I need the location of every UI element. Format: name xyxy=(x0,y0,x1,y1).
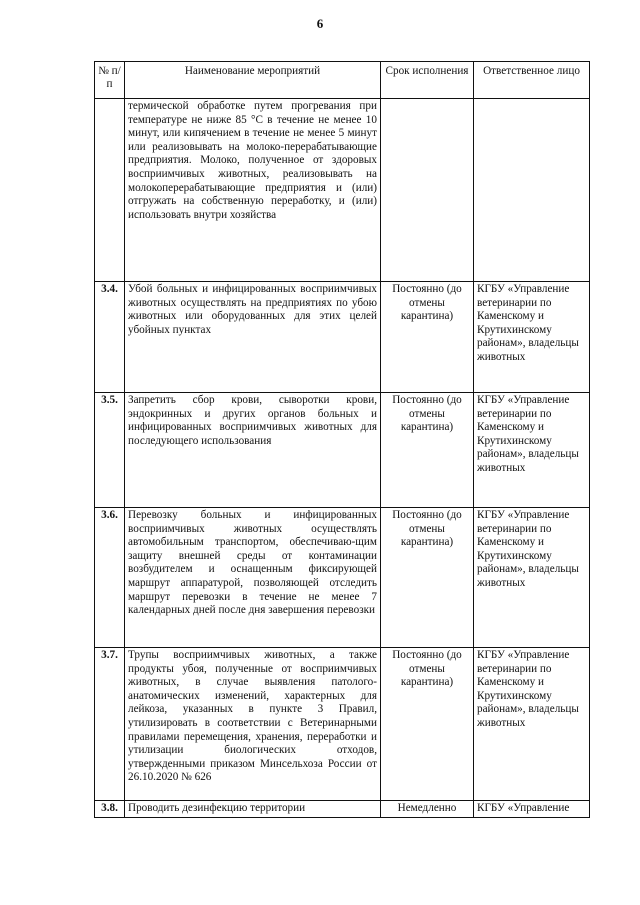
row-term: Постоянно (до отмены карантина) xyxy=(381,282,474,393)
row-num xyxy=(95,99,125,282)
row-resp xyxy=(474,99,590,282)
table-row xyxy=(95,99,590,282)
row-num: 3.7. xyxy=(95,648,125,801)
row-term xyxy=(381,99,474,282)
row-resp: КГБУ «Управление ветеринарии по Каменскому и Крутихинскому районам», владельцы животных xyxy=(474,282,590,393)
measures-table xyxy=(94,61,590,818)
row-name: термической обработке путем прогревания при температуре не ниже 85 °С в течение не менее 10 минут, или кипячением в течение не менее 5 минут или реализовывать на молоко-перерабатывающие предприятия. Молоко, полученное от здоровых восприимчивых животных, реализовывать на молокоперерабатывающие предприятия и (или) отгружать на собственную переработку, и (или) использовать внутри хозяйства xyxy=(125,99,381,282)
row-resp: КГБУ «Управление xyxy=(474,801,590,818)
table-header-row xyxy=(95,62,590,99)
row-resp: КГБУ «Управление ветеринарии по Каменскому и Крутихинскому районам», владельцы животных xyxy=(474,393,590,508)
table-row xyxy=(95,648,590,801)
row-name: Проводить дезинфекцию территории xyxy=(125,801,381,818)
table-row xyxy=(95,282,590,393)
row-name: Запретить сбор крови, сыворотки крови, эндокринных и других органов больных и инфицированных восприимчивых животных для последующего использования xyxy=(125,393,381,508)
row-num: 3.4. xyxy=(95,282,125,393)
row-term: Постоянно (до отмены карантина) xyxy=(381,648,474,801)
row-name: Трупы восприимчивых животных, а также продукты убоя, полученные от восприимчивых животных, в случае выявления патолого-анатомических изменений, характерных для лейкоза, указанных в пункте 3 Правил, утилизировать в соответствии с Ветеринарными правилами перемещения, хранения, переработки и утилизации биологических отходов, утвержденными приказом Минсельхоза России от 26.10.2020 № 626 xyxy=(125,648,381,801)
table-row xyxy=(95,801,590,818)
row-term: Постоянно (до отмены карантина) xyxy=(381,393,474,508)
header-num: № п/п xyxy=(95,62,125,99)
table-row xyxy=(95,393,590,508)
row-num: 3.5. xyxy=(95,393,125,508)
row-num: 3.8. xyxy=(95,801,125,818)
row-term: Постоянно (до отмены карантина) xyxy=(381,508,474,648)
row-name: Перевозку больных и инфицированных восприимчивых животных осуществлять автомобильным транспортом, обеспечиваю-щим защиту внешней среды от контаминации возбудителем и оснащенным фиксирующей маршрут аппаратурой, позволяющей отследить маршрут перевозки в течение не менее 7 календарных дней после дня завершения перевозки xyxy=(125,508,381,648)
row-resp: КГБУ «Управление ветеринарии по Каменскому и Крутихинскому районам», владельцы животных xyxy=(474,648,590,801)
table-row xyxy=(95,508,590,648)
header-resp: Ответственное лицо xyxy=(474,62,590,99)
header-term: Срок исполнения xyxy=(381,62,474,99)
header-name: Наименование мероприятий xyxy=(125,62,381,99)
row-resp: КГБУ «Управление ветеринарии по Каменскому и Крутихинскому районам», владельцы животных xyxy=(474,508,590,648)
row-term: Немедленно xyxy=(381,801,474,818)
row-name: Убой больных и инфицированных восприимчивых животных осуществлять на предприятиях по убою животных или оборудованных для этих целей убойных пунктах xyxy=(125,282,381,393)
row-num: 3.6. xyxy=(95,508,125,648)
page-number: 6 xyxy=(316,16,324,31)
